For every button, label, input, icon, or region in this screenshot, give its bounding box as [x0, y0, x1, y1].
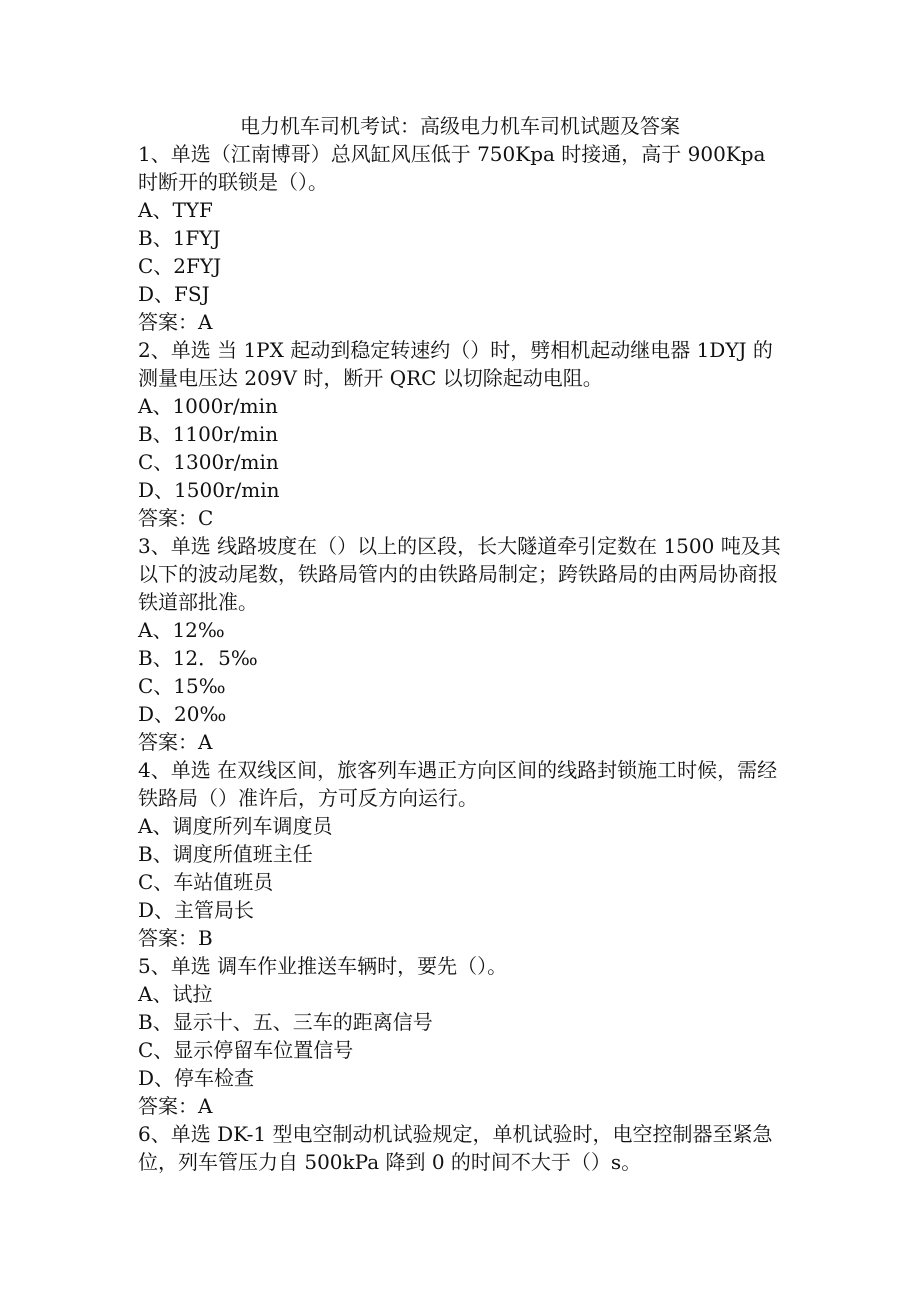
- question-stem: 2、单选 当 1PX 起动到稳定转速约（）时，劈相机起动继电器 1DYJ 的测量电压达 209V 时，断开 QRC 以切除起动电阻。: [138, 338, 773, 390]
- option-c: C、显示停留车位置信号: [138, 1038, 354, 1062]
- option-d: D、停车检查: [138, 1066, 255, 1090]
- question-block: [138, 952, 788, 1120]
- option-a: A、12‰: [138, 618, 225, 642]
- question-list: [138, 140, 788, 1176]
- option-b: B、调度所值班主任: [138, 842, 313, 866]
- question-stem: 6、单选 DK-1 型电空制动机试验规定，单机试验时，电空控制器至紧急位，列车管压力自 500kPa 降到 0 的时间不大于（）s。: [138, 1122, 773, 1174]
- option-a: A、TYF: [138, 198, 213, 222]
- question-block: [138, 336, 788, 532]
- option-a: A、调度所列车调度员: [138, 814, 333, 838]
- option-c: C、车站值班员: [138, 870, 274, 894]
- question-stem: 5、单选 调车作业推送车辆时，要先（）。: [138, 954, 508, 978]
- option-c: C、15‰: [138, 674, 226, 698]
- question-stem: 3、单选 线路坡度在（）以上的区段，长大隧道牵引定数在 1500 吨及其以下的波动尾数，铁路局管内的由铁路局制定；跨铁路局的由两局协商报铁道部批准。: [138, 534, 781, 614]
- answer-line: 答案：A: [138, 1094, 213, 1118]
- option-b: B、1100r/min: [138, 422, 279, 446]
- option-c: C、2FYJ: [138, 254, 222, 278]
- answer-line: 答案：C: [138, 506, 214, 530]
- option-a: A、1000r/min: [138, 394, 278, 418]
- answer-line: 答案：B: [138, 926, 213, 950]
- answer-line: 答案：A: [138, 730, 213, 754]
- question-block: [138, 532, 788, 756]
- answer-line: 答案：A: [138, 310, 213, 334]
- option-c: C、1300r/min: [138, 450, 279, 474]
- option-b: B、12．5‰: [138, 646, 258, 670]
- option-a: A、试拉: [138, 982, 213, 1006]
- option-d: D、20‰: [138, 702, 227, 726]
- question-block: [138, 140, 788, 336]
- option-d: D、1500r/min: [138, 478, 280, 502]
- question-stem: 1、单选（江南博哥）总风缸风压低于 750Kpa 时接通，高于 900Kpa 时断开的联锁是（）。: [138, 142, 766, 194]
- question-block: [138, 1120, 788, 1176]
- question-block: [138, 756, 788, 952]
- option-d: D、主管局长: [138, 898, 255, 922]
- option-d: D、FSJ: [138, 282, 210, 306]
- document-title: 电力机车司机考试：高级电力机车司机试题及答案: [240, 114, 680, 138]
- option-b: B、1FYJ: [138, 226, 221, 250]
- option-b: B、显示十、五、三车的距离信号: [138, 1010, 433, 1034]
- question-stem: 4、单选 在双线区间，旅客列车遇正方向区间的线路封锁施工时候，需经铁路局（）准许后，方可反方向运行。: [138, 758, 778, 810]
